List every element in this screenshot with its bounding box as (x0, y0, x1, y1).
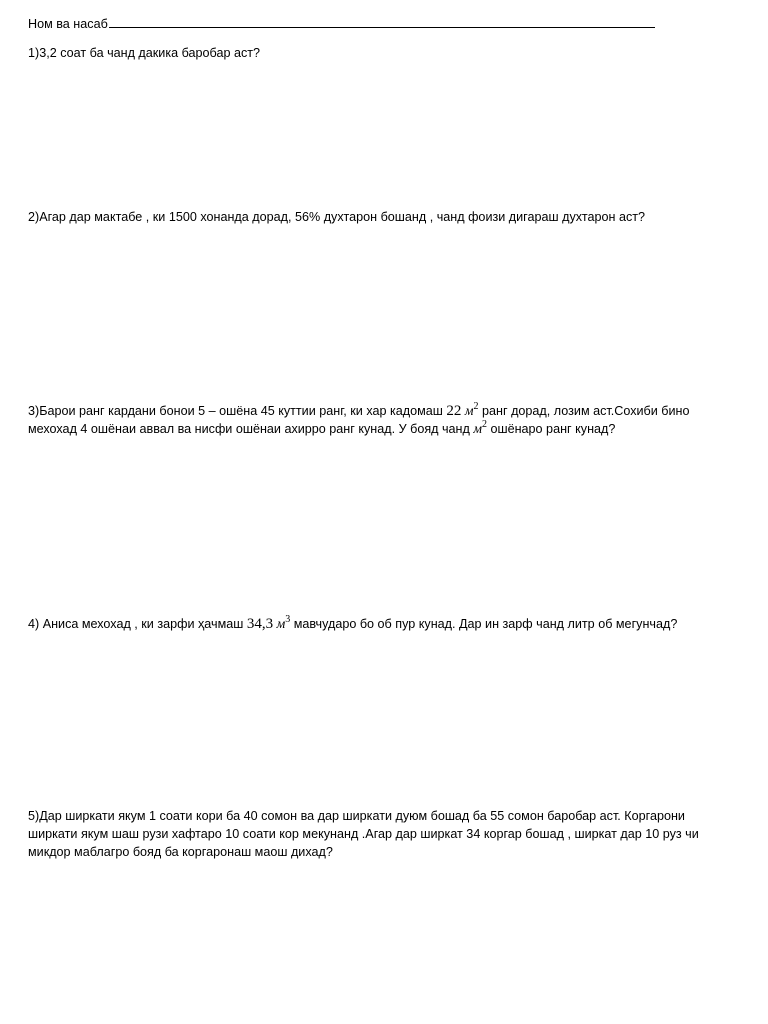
unit-exponent: 2 (473, 401, 479, 412)
question-5-line-3: микдор маблагро бояд ба коргаронаш маош дихад? (28, 845, 333, 859)
name-label: Ном ва насаб (28, 17, 108, 31)
unit-cubic-meter (277, 616, 291, 631)
unit-square-meter (465, 403, 479, 418)
question-5-line-2: ширкати якум шаш рузи хафтаро 10 соати кор мекунанд .Агар дар ширкат 34 коргар бошад , ширкат дар 10 руз чи (28, 827, 699, 841)
math-22: 22 (446, 403, 462, 419)
unit-m: м (276, 616, 286, 631)
question-4-text-a: 4) Аниса мехохад , ки зарфи ҳачмаш (28, 617, 247, 631)
unit-m: м (473, 421, 482, 436)
question-5-line-1: 5)Дар ширкати якум 1 соати кори ба 40 сомон ва дар ширкати дуюм бошад ба 55 сомон баробар аст. Коргарони (28, 809, 685, 823)
math-3: 3 (265, 616, 274, 632)
math-34: 34 (246, 616, 262, 632)
math-decimal-separator: , (261, 616, 266, 632)
question-2: 2)Агар дар мактабе , ки 1500 хонанда дорад, 56% духтарон бошанд , чанд фоизи дигараш духтарон аст? (28, 210, 646, 224)
question-3-text-a: 3)Барои ранг кардани бонои 5 – ошёна 45 куттии ранг, ки хар кадомаш (28, 404, 447, 418)
unit-exponent: 3 (285, 614, 291, 625)
unit-exponent: 2 (481, 419, 487, 430)
question-1: 1)3,2 соат ба чанд дакика баробар аст? (28, 46, 261, 60)
question-4-text-b: мавчударо бо об пур кунад. Дар ин зарф чанд литр об мегунчад? (290, 617, 678, 631)
question-3-text-d: ошёнаро ранг кунад? (486, 422, 616, 436)
question-3-text-b: ранг дорад, лозим аст.Сохиби бино (478, 404, 690, 418)
question-3-line-2 (28, 420, 615, 438)
question-4 (28, 615, 677, 633)
unit-square-meter (473, 421, 487, 436)
unit-m: м (464, 403, 474, 418)
question-3-line-1 (28, 402, 690, 420)
name-blank-underline[interactable] (109, 15, 655, 28)
name-field-line (28, 15, 655, 33)
question-3-text-c: мехохад 4 ошёнаи аввал ва нисфи ошёнаи ахирро ранг кунад. У бояд чанд (28, 422, 474, 436)
